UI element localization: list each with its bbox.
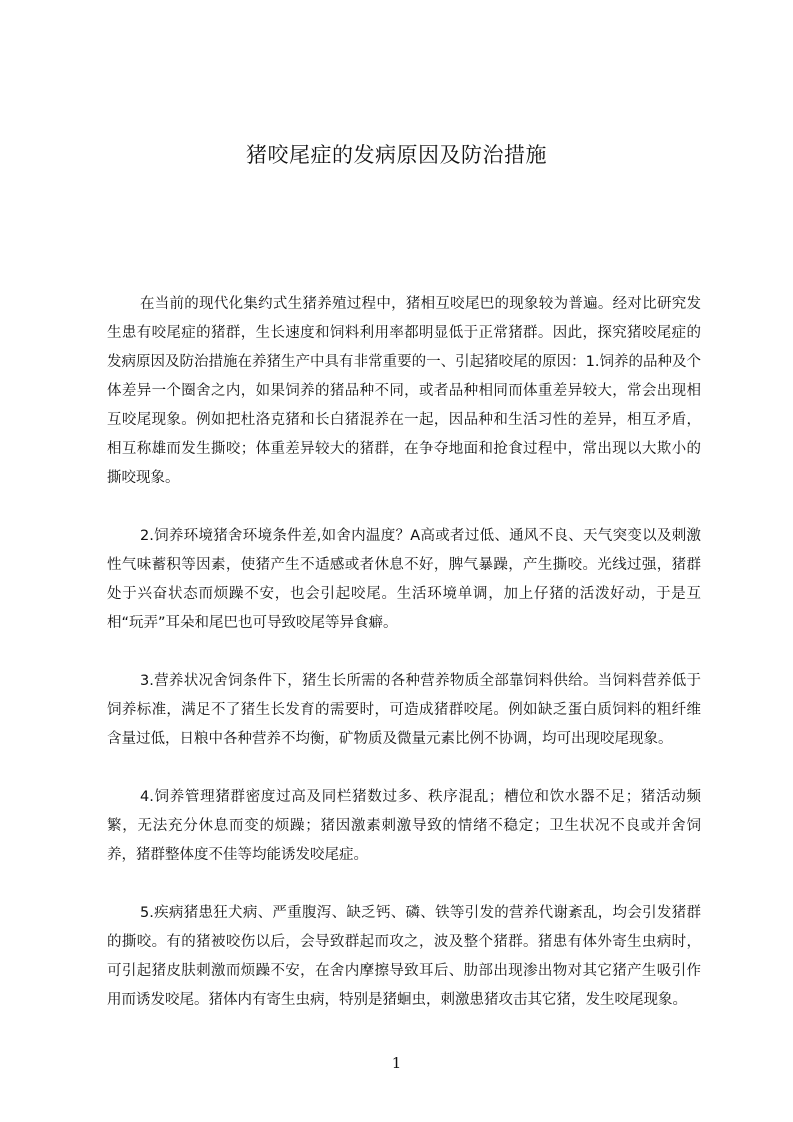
document-body bbox=[107, 290, 701, 1044]
paragraph-intro-causes: 在当前的现代化集约式生猪养殖过程中，猪相互咬尾巴的现象较为普遍。经对比研究发生患有咬尾症的猪群，生长速度和饲料利用率都明显低于正常猪群。因此，探究猪咬尾症的发病原因及防治措施在养猪生产中具有非常重要的一、引起猪咬尾的原因：1.饲养的品种及个体差异一个圈舍之内，如果饲养的猪品种不同，或者品种相同而体重差异较大，常会出现相互咬尾现象。例如把杜洛克猪和长白猪混养在一起，因品种和生活习性的差异，相互矛盾，相互称雄而发生撕咬；体重差异较大的猪群，在争夺地面和抢食过程中，常出现以大欺小的撕咬现象。 bbox=[107, 296, 701, 486]
paragraph-management: 4.饲养管理猪群密度过高及同栏猪数过多、秩序混乱；槽位和饮水器不足；猪活动频繁，无法充分休息而变的烦躁；猪因激素刺激导致的情绪不稳定；卫生状况不良或并舍饲养，猪群整体度不佳等均能诱发咬尾症。 bbox=[107, 789, 701, 863]
page-number: 1 bbox=[391, 1054, 402, 1072]
paragraph-disease: 5.疾病猪患狂犬病、严重腹泻、缺乏钙、磷、铁等引发的营养代谢紊乱，均会引发猪群的撕咬。有的猪被咬伤以后，会导致群起而攻之，波及整个猪群。猪患有体外寄生虫病时，可引起猪皮肤刺激而烦躁不安，在舍内摩擦导致耳后、肋部出现渗出物对其它猪产生吸引作用而诱发咬尾。猪体内有寄生虫病，特别是猪蛔虫，刺激患猪攻击其它猪，发生咬尾现象。 bbox=[107, 905, 701, 1008]
paragraph-environment: 2.饲养环境猪舍环境条件差,如舍内温度？A高或者过低、通风不良、天气突变以及刺激性气味蓄积等因素，使猪产生不适感或者休息不好，脾气暴躁，产生撕咬。光线过强，猪群处于兴奋状态而烦躁不安，也会引起咬尾。生活环境单调，加上仔猪的活泼好动，于是互相“玩弄”耳朵和尾巴也可导致咬尾等异食癖。 bbox=[107, 528, 701, 631]
document-title: 猪咬尾症的发病原因及防治措施 bbox=[246, 143, 547, 167]
paragraph-nutrition: 3.营养状况舍饲条件下，猪生长所需的各种营养物质全部靠饲料供给。当饲料营养低于饲养标准，满足不了猪生长发育的需要时，可造成猪群咬尾。例如缺乏蛋白质饲料的粗纤维含量过低，日粮中各种营养不均衡，矿物质及微量元素比例不协调，均可出现咬尾现象。 bbox=[107, 673, 701, 747]
